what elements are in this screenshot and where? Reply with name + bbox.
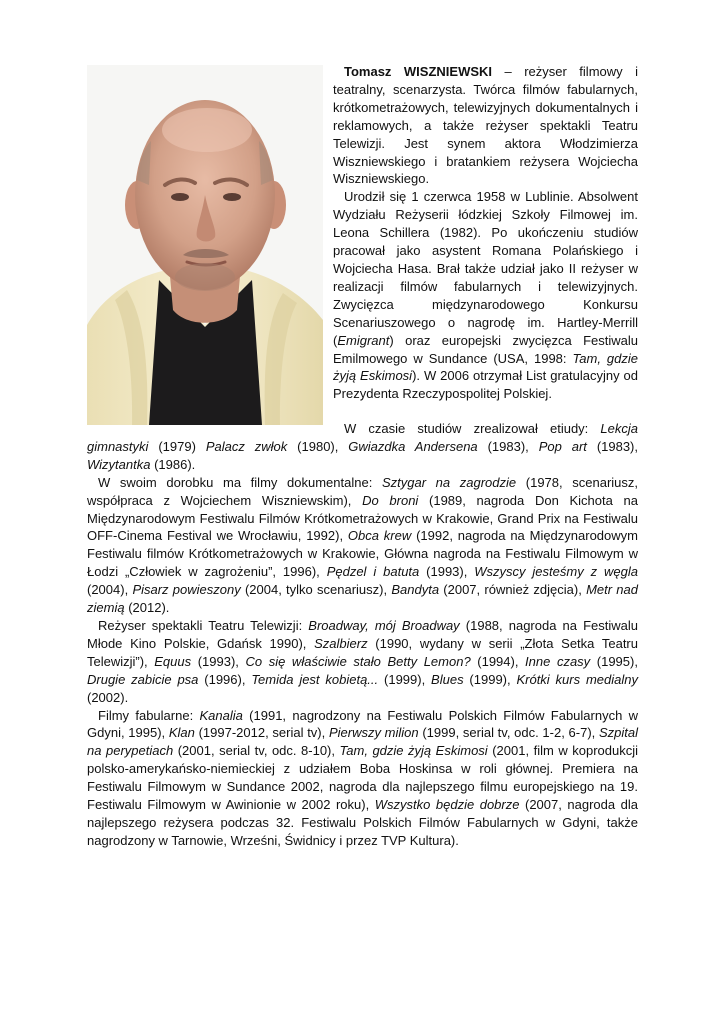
portrait-photo: [87, 65, 323, 425]
bio-documentaries-paragraph: W swoim dorobku ma filmy dokumentalne: Sztygar na zagrodzie (1978, scenariusz, współpraca z Wojciechem Wiszniewskim), Do broni (1989, nagroda Don Kichota na Międzynarodowym Festiwalu Filmów Krótkometrażowych w Krakowie, Grand Prix na Festiwalu OFF-Cinema Festival we Wrocławiu, 1992), Obca krew (1992, nagroda na Międzynarodowym Festiwalu filmów Krótkometrażowych w Krakowie, Główna nagroda na Festiwalu Filmowym w Łodzi „Człowiek w zagrożeniu”, 1996), Pędzel i batuta (1993), Wszyscy jesteśmy z węgla (2004), Pisarz powieszony (2004, tylko scenariusz), Bandyta (2007, również zdjęcia), Metr nad ziemią (2012).: [87, 474, 639, 616]
bio-feature-films-paragraph: Filmy fabularne: Kanalia (1991, nagrodzony na Festiwalu Polskich Filmów Fabularnych w Gdyni, 1995), Klan (1997-2012, serial tv), Pierwszy milion (1999, serial tv, odc. 1-2, 6-7), Szpital na perypetiach (2001, serial tv, odc. 8-10), Tam, gdzie żyją Eskimosi (2001, film w koprodukcji polsko-amerykańsko-niemieckiej z udziałem Boba Hoskinsa w roli głównej. Premiera na Festiwalu Filmowym w Sundance 2002, nagroda dla najlepszego filmu europejskiego na 19. Festiwalu Filmowym w Awinionie w 2002 roku), Wszystko będzie dobrze (2007, nagroda dla najlepszego reżysera podczas 32. Festiwalu Polskich Filmów Fabularnych w Gdyni, także nagrodzony w Tarnowie, Wrześni, Świdnicy i przez TVP Kultura).: [87, 707, 639, 848]
bio-etiudy-paragraph: W czasie studiów zrealizował etiudy: Lekcja gimnastyki (1979) Palacz zwłok (1980), Gwiazdka Andersena (1983), Pop art (1983), Wizytantka (1986).: [87, 421, 639, 472]
biography-body: [87, 420, 638, 850]
bio-intro-paragraph: Tomasz WISZNIEWSKI – reżyser filmowy i teatralny, scenarzysta. Twórca filmów fabularnych, krótkometrażowych, telewizyjnych dokumentalnych i reklamowych, a także reżyser spektakli Teatru Telewizji. Jest synem aktora Włodzimierza Wiszniewskiego i bratankiem reżysera Wojciecha Wiszniewskiego.: [333, 64, 639, 187]
bio-theatre-paragraph: Reżyser spektakli Teatru Telewizji: Broadway, mój Broadway (1988, nagroda na Festiwalu Młode Kino Polskie, Gdańsk 1990), Szalbierz (1990, wydany w serii „Złota Setka Teatru Telewizji”), Equus (1993), Co się właściwie stało Betty Lemon? (1994), Inne czasy (1995), Drugie zabicie psa (1996), Temida jest kobietą... (1999), Blues (1999), Krótki kurs medialny (2002).: [87, 617, 638, 705]
bio-birth-paragraph: Urodził się 1 czerwca 1958 w Lublinie. Absolwent Wydziału Reżyserii łódzkiej Szkoły Filmowej im. Leona Schillera (1982). Po ukończeniu studiów pracował jako asystent Romana Polańskiego i Wojciecha Hasa. Brał także udział jako II reżyser w realizacji filmów fabularnych i telewizyjnych. Zwycięzca międzynarodowego Konkursu Scenariuszowego o nagrodę im. Hartley-Merrill (Emigrant) oraz europejski zwycięzca Festiwalu Emilmowego w Sundance (USA, 1998: Tam, gdzie żyją Eskimosi). W 2006 otrzymał List gratulacyjny od Prezydenta Rzeczypospolitej Polskiej.: [333, 189, 639, 402]
biography-intro: [333, 63, 638, 403]
